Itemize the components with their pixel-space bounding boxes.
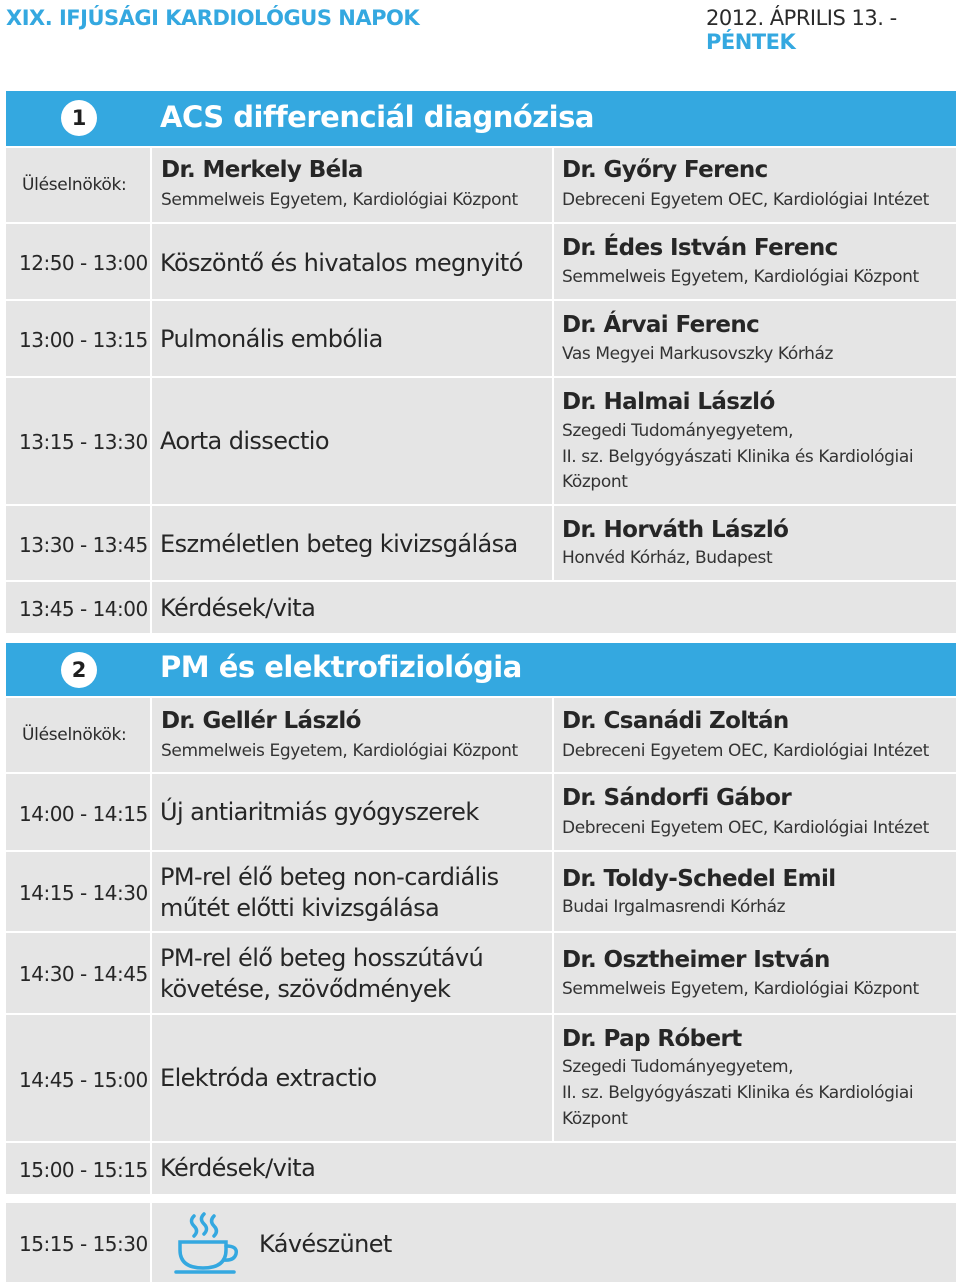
talk-time: 14:30 - 14:45 bbox=[19, 962, 148, 986]
event-title: XIX. IFJÚSÁGI KARDIOLÓGUS NAPOK bbox=[6, 6, 420, 30]
speaker-affiliation: Semmelweis Egyetem, Kardiológiai Központ bbox=[562, 979, 919, 999]
chair-affiliation: Debreceni Egyetem OEC, Kardiológiai Intézet bbox=[562, 190, 929, 210]
talk-title: Elektróda extractio bbox=[160, 1064, 377, 1092]
chair-affiliation: Semmelweis Egyetem, Kardiológiai Központ bbox=[161, 741, 518, 761]
discussion-time: 13:45 - 14:00 bbox=[19, 597, 148, 621]
coffee-cup-icon bbox=[172, 1212, 242, 1276]
speaker-affiliation: II. sz. Belgyógyászati Klinika és Kardiológiai bbox=[562, 447, 914, 467]
chair-name: Dr. Gellér László bbox=[161, 708, 361, 734]
speaker-name: Dr. Halmai László bbox=[562, 389, 775, 415]
speaker-affiliation: Debreceni Egyetem OEC, Kardiológiai Intézet bbox=[562, 818, 929, 838]
talk-time: 14:45 - 15:00 bbox=[19, 1068, 148, 1092]
talk-time: 13:30 - 13:45 bbox=[19, 533, 148, 557]
speaker-affiliation: Vas Megyei Markusovszky Kórház bbox=[562, 344, 834, 364]
chair-name: Dr. Merkely Béla bbox=[161, 157, 363, 183]
speaker-affiliation: Szegedi Tudományegyetem, bbox=[562, 421, 794, 441]
session-1-title: ACS differenciál diagnózisa bbox=[160, 100, 594, 134]
event-day: PÉNTEK bbox=[706, 30, 796, 54]
speaker-affiliation: II. sz. Belgyógyászati Klinika és Kardiológiai bbox=[562, 1083, 914, 1103]
session-1-number: 1 bbox=[61, 100, 97, 136]
chair-name: Dr. Győry Ferenc bbox=[562, 157, 768, 183]
speaker-affiliation: Budai Irgalmasrendi Kórház bbox=[562, 897, 786, 917]
chair-affiliation: Semmelweis Egyetem, Kardiológiai Központ bbox=[161, 190, 518, 210]
chair-affiliation: Debreceni Egyetem OEC, Kardiológiai Intézet bbox=[562, 741, 929, 761]
talk-time: 12:50 - 13:00 bbox=[19, 251, 148, 275]
discussion-title: Kérdések/vita bbox=[160, 594, 316, 622]
talk-title-line: PM-rel élő beteg hosszútávú bbox=[160, 944, 484, 972]
talk-title-line: követése, szövődmények bbox=[160, 975, 451, 1003]
speaker-affiliation: Központ bbox=[562, 1109, 628, 1129]
speaker-name: Dr. Sándorfi Gábor bbox=[562, 785, 792, 811]
speaker-affiliation: Honvéd Kórház, Budapest bbox=[562, 548, 773, 568]
coffee-time: 15:15 - 15:30 bbox=[19, 1232, 148, 1256]
talk-title: Pulmonális embólia bbox=[160, 325, 383, 353]
event-date-text: 2012. ÁPRILIS 13. - bbox=[706, 6, 897, 30]
talk-title: Aorta dissectio bbox=[160, 427, 329, 455]
coffee-label: Kávészünet bbox=[259, 1230, 392, 1258]
talk-time: 13:15 - 13:30 bbox=[19, 430, 148, 454]
speaker-name: Dr. Horváth László bbox=[562, 517, 789, 543]
speaker-name: Dr. Édes István Ferenc bbox=[562, 235, 838, 261]
talk-title: Eszméletlen beteg kivizsgálása bbox=[160, 530, 518, 558]
talk-title-line: műtét előtti kivizsgálása bbox=[160, 894, 440, 922]
session-2-title: PM és elektrofiziológia bbox=[160, 650, 522, 684]
speaker-affiliation: Szegedi Tudományegyetem, bbox=[562, 1057, 794, 1077]
speaker-affiliation: Semmelweis Egyetem, Kardiológiai Központ bbox=[562, 267, 919, 287]
chair-name: Dr. Csanádi Zoltán bbox=[562, 708, 789, 734]
discussion-title: Kérdések/vita bbox=[160, 1154, 316, 1182]
talk-time: 14:00 - 14:15 bbox=[19, 802, 148, 826]
speaker-name: Dr. Árvai Ferenc bbox=[562, 312, 760, 338]
chair-label: Üléselnökök: bbox=[22, 725, 127, 745]
talk-title-line: PM-rel élő beteg non-cardiális bbox=[160, 863, 499, 891]
discussion-time: 15:00 - 15:15 bbox=[19, 1158, 148, 1182]
talk-title: Köszöntő és hivatalos megnyitó bbox=[160, 249, 523, 277]
talk-time: 14:15 - 14:30 bbox=[19, 881, 148, 905]
speaker-name: Dr. Pap Róbert bbox=[562, 1026, 742, 1052]
speaker-name: Dr. Toldy-Schedel Emil bbox=[562, 866, 836, 892]
talk-title: Új antiaritmiás gyógyszerek bbox=[160, 798, 479, 826]
speaker-name: Dr. Osztheimer István bbox=[562, 947, 830, 973]
session-2-number: 2 bbox=[61, 652, 97, 688]
chair-label: Üléselnökök: bbox=[22, 175, 127, 195]
event-date bbox=[706, 6, 960, 54]
talk-time: 13:00 - 13:15 bbox=[19, 328, 148, 352]
speaker-affiliation: Központ bbox=[562, 472, 628, 492]
